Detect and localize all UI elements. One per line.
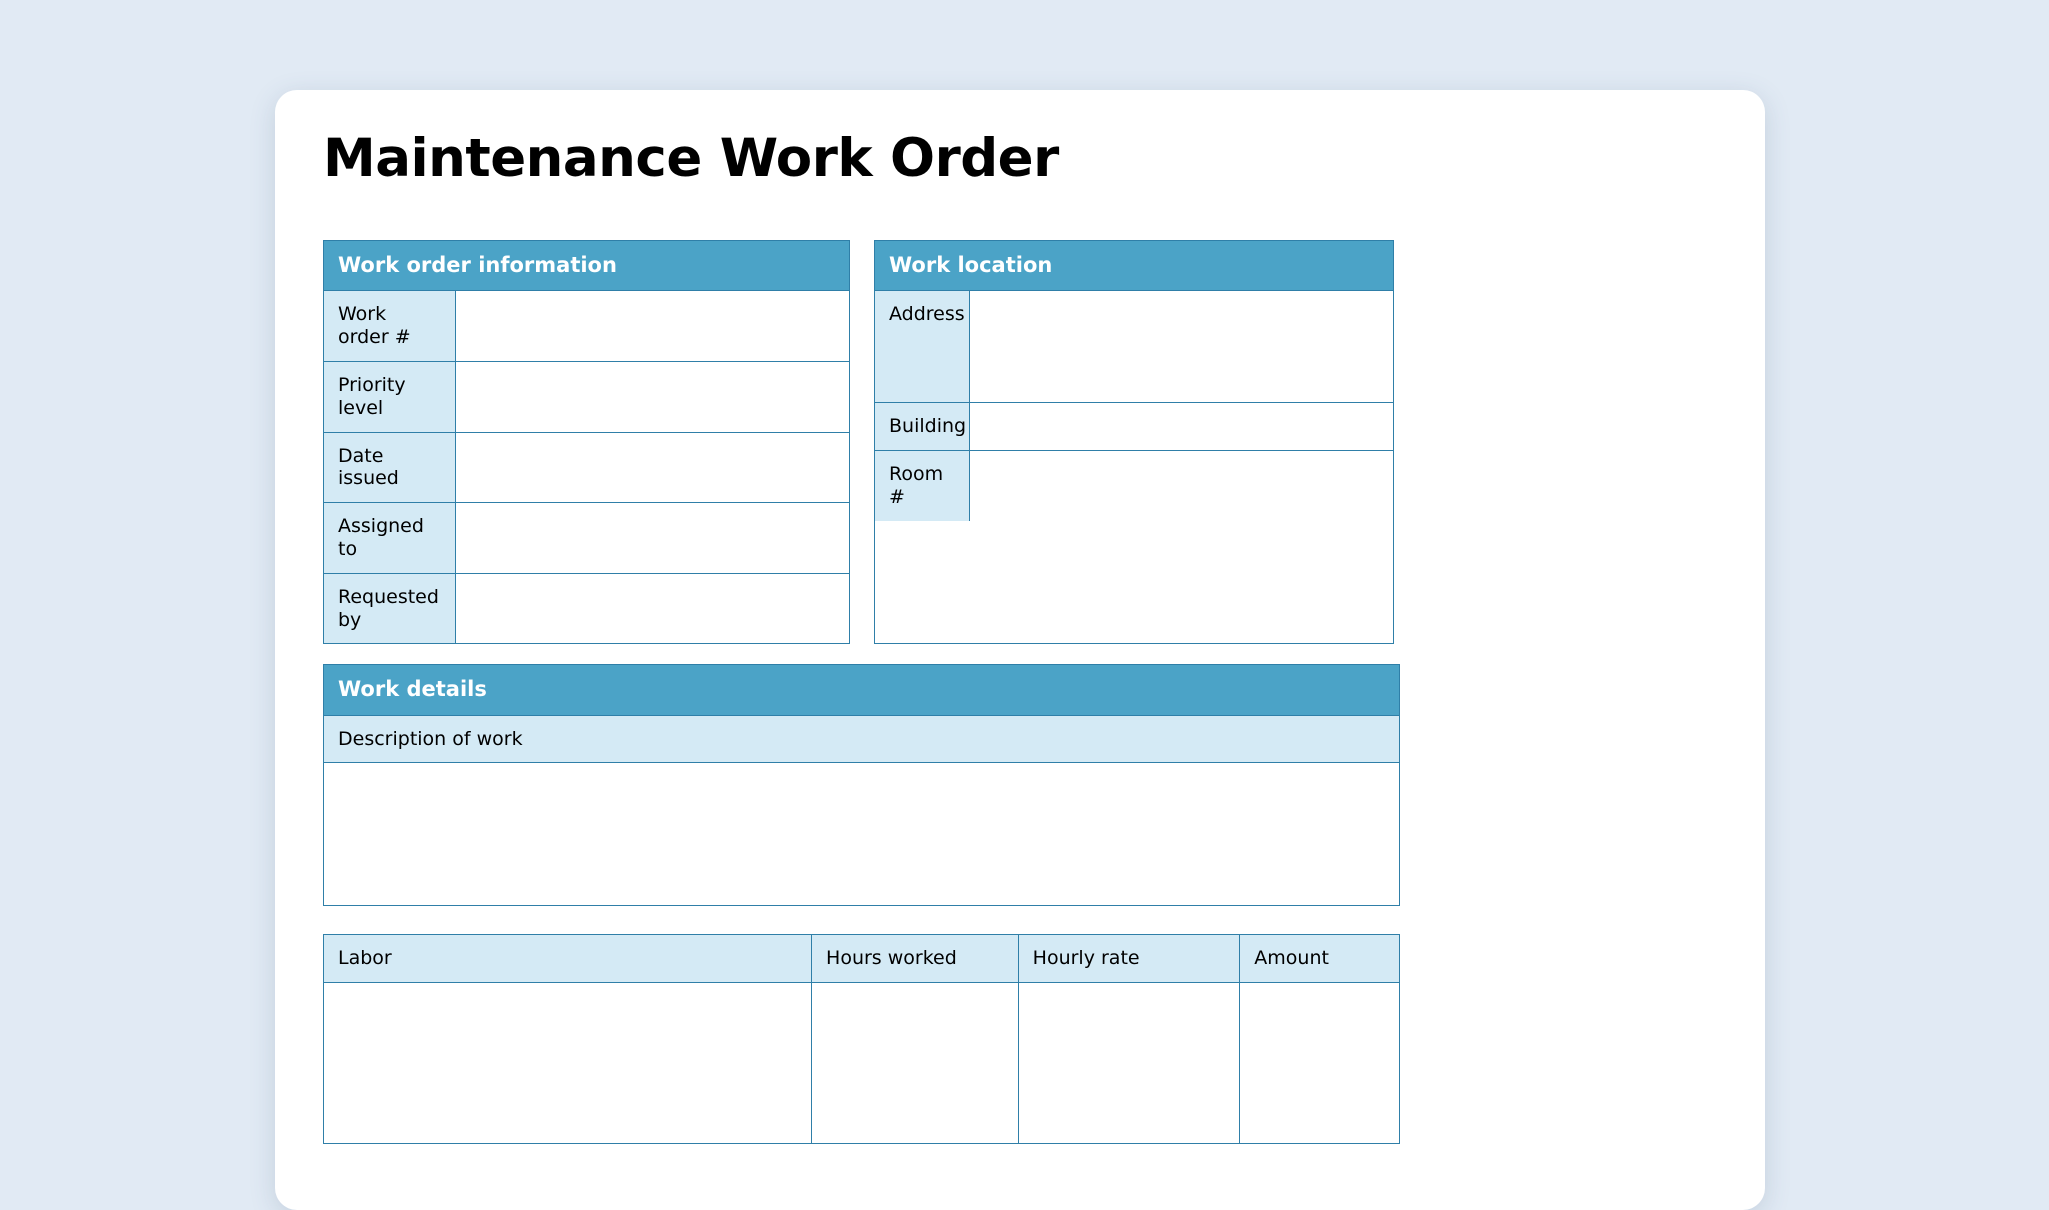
building-field[interactable]	[970, 403, 1393, 450]
work-location-header: Work location	[875, 241, 1393, 290]
hours-worked-column-header: Hours worked	[812, 935, 1019, 982]
table-row	[875, 402, 1393, 450]
requested-by-label: Requested by	[324, 574, 456, 644]
hours-worked-cell[interactable]	[812, 983, 1019, 1143]
work-location-section	[874, 240, 1394, 644]
address-field[interactable]	[970, 291, 1393, 402]
document-body	[323, 130, 1725, 1144]
page-title: Maintenance Work Order	[323, 128, 1059, 189]
work-details-header: Work details	[324, 665, 1399, 714]
requested-by-field[interactable]	[456, 574, 849, 644]
room-number-field[interactable]	[970, 451, 1393, 521]
table-row	[324, 432, 849, 503]
labor-table	[323, 934, 1400, 1144]
amount-column-header: Amount	[1254, 947, 1329, 970]
table-row	[324, 573, 849, 644]
top-section-grid	[323, 240, 1725, 644]
table-row	[324, 982, 1399, 1143]
room-number-label: Room #	[875, 451, 970, 521]
date-issued-field[interactable]	[456, 433, 849, 503]
assigned-to-label: Assigned to	[324, 503, 456, 573]
priority-level-label: Priority level	[324, 362, 456, 432]
priority-level-field[interactable]	[456, 362, 849, 432]
labor-table-header-row	[324, 935, 1399, 982]
description-of-work-field[interactable]	[324, 762, 1399, 905]
table-row	[875, 290, 1393, 402]
building-label: Building	[875, 403, 970, 450]
assigned-to-field[interactable]	[456, 503, 849, 573]
work-order-information-header: Work order information	[324, 241, 849, 290]
work-details-section	[323, 664, 1400, 906]
table-row	[324, 361, 849, 432]
address-label: Address	[875, 291, 970, 402]
table-row	[324, 290, 849, 361]
document-page	[275, 90, 1765, 1210]
labor-column-header: Labor	[324, 935, 812, 982]
hourly-rate-column-header: Hourly rate	[1019, 935, 1241, 982]
labor-cell[interactable]	[324, 983, 812, 1143]
work-order-number-label: Work order #	[324, 291, 456, 361]
work-order-number-field[interactable]	[456, 291, 849, 361]
amount-cell[interactable]	[1240, 983, 1399, 1143]
description-of-work-label: Description of work	[324, 715, 1399, 763]
hourly-rate-cell[interactable]	[1019, 983, 1241, 1143]
table-row	[875, 450, 1393, 521]
table-row	[324, 502, 849, 573]
date-issued-label: Date issued	[324, 433, 456, 503]
work-order-information-section	[323, 240, 850, 644]
